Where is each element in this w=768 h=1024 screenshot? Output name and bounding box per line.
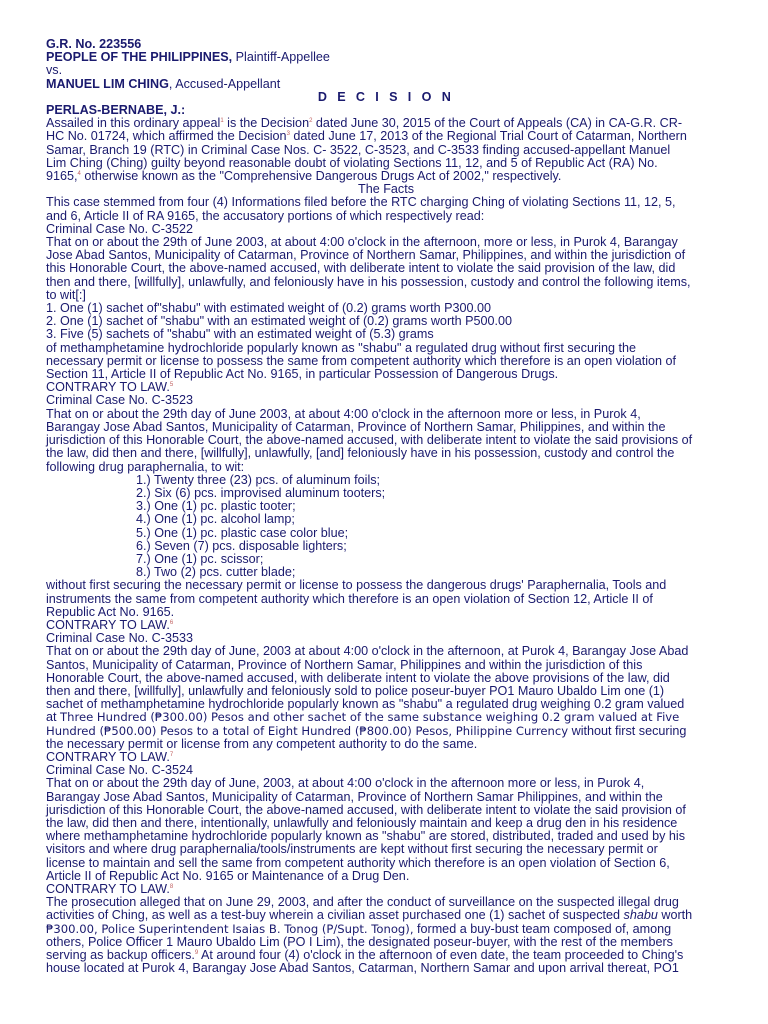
case-3523-body: That on or about the 29th day of June 2003, at about 4:00 o'clock in the afternoon more or less, in Purok 4, Barangay Jose Abad Santos, Municipality of Catarman, Province of Northern Samar, Philippines, and within the jurisdiction of this Honorable Court, the above-named accused, with deliberate intent to violate the said provisions of the law, did then and there, [willfully], unlawfully, [and] feloniously have in his possession, custody and control the following drug paraphernalia, to wit: [46, 406, 693, 474]
footnote-link[interactable]: 2 [309, 118, 313, 125]
prosecution-paragraph: The prosecution alleged that on June 29, 2003, and after the conduct of surveillance on the suspected illegal drug activities of Ching, as well as a test-buy wherein a civilian asset purchased one (1) sachet of suspected shabu worth ₱300.00, Police Superintendent Isaias B. Tonog (P/Supt. Tonog), formed a buy-bust team composed of, among others, Police Officer 1 Mauro Ubaldo Lim (PO I Lim), the designated poseur-buyer, with the rest of the members serving as backup officers.$^9$ At around four (4) o'clock in the afternoon of even date, the team proceeded to Ching's house located at Purok 4, Barangay Jose Abad Santos, Catarman, Northern Samar and upon arrival thereat, PO1 [46, 895, 693, 976]
contrary-to-law: CONTRARY TO LAW.$^7$ [46, 749, 174, 764]
decision-document [46, 38, 726, 975]
plaintiff-line [46, 51, 726, 64]
accused-line [46, 78, 726, 91]
plaintiff-name: PEOPLE OF THE PHILIPPINES, [46, 50, 233, 65]
decision-heading: D E C I S I O N [317, 89, 455, 104]
footnote-link[interactable]: 6 [169, 619, 174, 626]
footnote-link[interactable]: 8 [169, 883, 174, 890]
case-title: Criminal Case No. C-3523 [46, 393, 193, 408]
list-item: 1.) Twenty three (23) pcs. of aluminum foils; [136, 472, 381, 487]
case-3524-body: That on or about the 29th day of June, 2003, at about 4:00 o'clock in the afternoon more or less, in Purok 4, Barangay Jose Abad Santos, Municipality of Catarman, Province of Northern Samar Philippines, and within the jurisdiction of this Honorable Court, the above-named accused, with deliberate intent to violate the said provision of the law, did then and there, intentionally, unlawfully and feloniously maintain and keep a drug den in his residence where methamphetamine hydrochloride popularly known as "shabu" are stored, distributed, traded and used by his visitors and where drug paraphernalia/tools/instruments are kept without first securing the necessary permit or license to maintain and sell the same from competent authority which therefore is an open violation of Section 6, Article II of Republic Act No. 9165 or Maintenance of a Drug Den. [46, 776, 686, 883]
facts-heading: The Facts [358, 182, 414, 197]
footnote-link[interactable]: 4 [77, 170, 81, 177]
facts-intro: This case stemmed from four (4) Informations filed before the RTC charging Ching of violating Sections 11, 12, 5, and 6, Article II of RA 9165, the accusatory portions of which respectively read: [46, 195, 676, 223]
contrary-to-law: CONTRARY TO LAW.$^8$ [46, 882, 174, 896]
list-item: 7.) One (1) pc. scissor; [136, 551, 264, 566]
case-number: G.R. No. 223556 [46, 37, 142, 51]
case-3522-body: That on or about the 29th of June 2003, at about 4:00 o'clock in the afternoon, more or less, in Purok 4, Barangay Jose Abad Santos, Municipality of Catarman, Province of Northern Samar, Philippines, and within the jurisdiction of this Honorable Court, the above-named accused, with deliberate intent to violate the said provision of the law, did then and there, [willfully], unlawfully, and feloniously have in his possession, custody and control the following items, to wit[:] 1. One (1) sachet of"shabu" with estimated weight of (0.2) grams worth P300.00 2. One (1) sachet of "shabu" with an estimated weight of (0.2) grams worth P500.00 3. Five (5) sachets of "shabu" with an estimated weight of (5.3) grams of methamphetamine hydrochloride popularly known as "shabu" a regulated drug without first securing the necessary permit or license to possess the same from competent authority which therefore is an open violation of Section 11, Article II of Republic Act No. 9165, in particular Possession of Dangerous Drugs. [46, 235, 691, 382]
intro-paragraph: Assailed in this ordinary appeal$^1$ is the Decision$^2$ dated June 30, 2015 of the Court of Appeals (CA) in CA-G.R. CR- HC No. 01724, which affirmed the Decision$^3$ dated June 17, 2013 of the Regional Trial Court of Catarman, Northern Samar, Branch 19 (RTC) in Criminal Case Nos. C- 3522, C-3523, and C-3533 finding accused-appellant Manuel Lim Ching (Ching) guilty beyond reasonable doubt of violating Sections 11, 12, and 5 of Republic Act (RA) No. 9165,$^4$ otherwise known as the "Comprehensive Dangerous Drugs Act of 2002," respectively. [46, 116, 687, 184]
footnote-link[interactable]: 7 [169, 751, 174, 758]
list-item: 4.) One (1) pc. alcohol lamp; [136, 512, 295, 527]
case-3533-body: That on or about the 29th day of June, 2003 at about 4:00 o'clock in the afternoon, at Purok 4, Barangay Jose Abad Santos, Municipality of Catarman, Province of Northern Samar, Philippines and within the jurisdiction of this Honorable Court, the above-named accused, with deliberate intent to violate the above provisions of the law, did then and there, [willfully], unlawfully and feloniously sold to police poseur-buyer PO1 Mauro Ubaldo Lim one (1) sachet of methamphetamine hydrochloride popularly known as "shabu" a regulated drug weighing 0.2 gram valued at Three Hundred (₱300.00) Pesos and other sachet of the same substance weighing 0.2 gram valued at Five Hundred (₱500.00) Pesos to a total of Eight Hundred (₱800.00) Pesos, Philippine Currency without first securing the necessary permit or license from any competent authority to do the same. [46, 644, 689, 751]
plaintiff-role: Plaintiff-Appellee [232, 50, 330, 65]
footnote-link[interactable]: 5 [169, 382, 174, 389]
list-item: 8.) Two (2) pcs. cutter blade; [136, 565, 296, 580]
case-3523-after: without first securing the necessary permit or license to possess the dangerous drugs' Paraphernalia, Tools and instruments the same from competent authority which therefore is an open violation of Section 12, Article II of Republic Act No. 9165. [46, 578, 667, 619]
case-title: Criminal Case No. C-3533 [46, 631, 193, 646]
list-item: 2.) Six (6) pcs. improvised aluminum tooters; [136, 485, 386, 500]
case-title: Criminal Case No. C-3522 [46, 221, 193, 236]
list-item: 5.) One (1) pc. plastic case color blue; [136, 525, 349, 540]
list-item: 3.) One (1) pc. plastic tooter; [136, 499, 296, 514]
versus: vs. [46, 63, 63, 78]
ponente: PERLAS-BERNABE, J.: [46, 103, 186, 118]
accused-name: MANUEL LIM CHING [46, 76, 169, 91]
paraphernalia-list [46, 474, 726, 580]
contrary-to-law: CONTRARY TO LAW.$^5$ [46, 380, 174, 395]
footnote-link[interactable]: 9 [194, 949, 199, 956]
accused-role: , Accused-Appellant [168, 76, 281, 91]
contrary-to-law: CONTRARY TO LAW.$^6$ [46, 617, 174, 632]
list-item: 6.) Seven (7) pcs. disposable lighters; [136, 538, 347, 553]
case-title: Criminal Case No. C-3524 [46, 763, 193, 778]
footnote-link[interactable]: 1 [220, 118, 224, 125]
footnote-link[interactable]: 3 [286, 131, 290, 138]
